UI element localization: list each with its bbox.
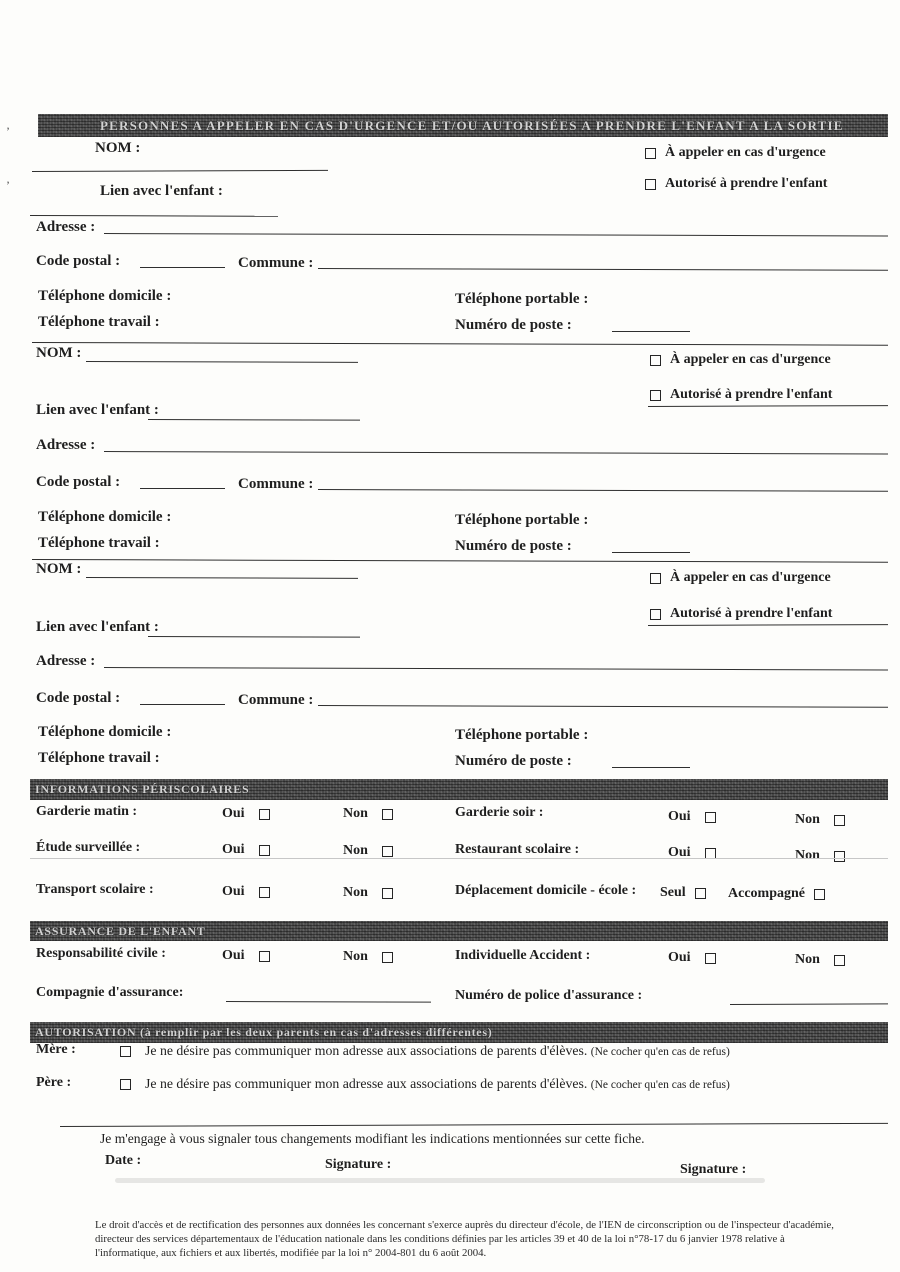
pere-statement — [145, 1076, 730, 1092]
scan-artifact: ’ — [6, 124, 10, 138]
section-header-periscolaire — [30, 779, 888, 800]
resp-civile-oui — [222, 948, 270, 964]
assurance-section-title: ASSURANCE DE L'ENFANT — [35, 923, 206, 938]
oui-label: Oui — [668, 950, 691, 965]
transport-oui — [222, 884, 270, 900]
contact3-commune-field-line[interactable] — [318, 705, 888, 708]
contact2-prendre-label: Autorisé à prendre l'enfant — [670, 387, 833, 402]
contact2-urgence-option — [650, 352, 831, 368]
contact3-nom-label: NOM : — [36, 561, 82, 577]
garderie-soir-label: Garderie soir : — [455, 805, 544, 820]
contact3-urgence-checkbox[interactable] — [650, 573, 661, 584]
contact2-prendre-option — [650, 387, 832, 403]
block-separator-line — [32, 559, 888, 563]
oui-label: Oui — [222, 842, 245, 857]
contact3-urgence-label: À appeler en cas d'urgence — [670, 570, 831, 585]
section-header-autorisation — [30, 1022, 888, 1043]
contact1-prendre-checkbox[interactable] — [645, 179, 656, 190]
oui-label: Oui — [668, 845, 691, 860]
contact3-tel-travail-label: Téléphone travail : — [38, 750, 160, 766]
contact1-lien-field-line[interactable] — [30, 215, 278, 217]
contact3-lien-field-line[interactable] — [148, 636, 360, 638]
indiv-accident-oui-checkbox[interactable] — [705, 953, 716, 964]
contact1-tel-domicile-label: Téléphone domicile : — [38, 288, 172, 304]
mere-statement — [145, 1043, 730, 1059]
mere-statement-text: Je ne désire pas communiquer mon adresse aux associations de parents d'élèves. — [145, 1043, 588, 1058]
contact1-urgence-label: À appeler en cas d'urgence — [665, 145, 826, 160]
garderie-soir-non — [795, 812, 845, 828]
indiv-accident-label: Individuelle Accident : — [455, 948, 591, 963]
deplacement-accompagne-checkbox[interactable] — [814, 889, 825, 900]
transport-non — [343, 885, 393, 901]
mere-statement-note: (Ne cocher qu'en cas de refus) — [590, 1046, 730, 1058]
contact1-nom-label: NOM : — [95, 140, 141, 156]
contact2-code-postal-label: Code postal : — [36, 474, 121, 490]
contact3-num-poste-field-line[interactable] — [612, 767, 690, 768]
garderie-matin-non — [343, 806, 393, 822]
faint-divider-line — [30, 858, 888, 859]
contact2-lien-label: Lien avec l'enfant : — [36, 402, 159, 418]
contact2-nom-field-line[interactable] — [86, 361, 358, 363]
scan-smudge — [115, 1178, 765, 1183]
contact1-adresse-label: Adresse : — [36, 219, 96, 235]
contact3-num-poste-label: Numéro de poste : — [455, 753, 572, 769]
seul-label: Seul — [660, 885, 686, 900]
indiv-accident-oui — [668, 950, 716, 966]
contact1-commune-field-line[interactable] — [318, 268, 888, 271]
contact1-adresse-field-line[interactable] — [104, 233, 888, 236]
oui-label: Oui — [222, 884, 245, 899]
contact2-prendre-checkbox[interactable] — [650, 390, 661, 401]
block-separator-line — [32, 342, 888, 346]
mere-label: Mère : — [36, 1042, 76, 1057]
signature1-label: Signature : — [325, 1157, 392, 1172]
compagnie-field-line[interactable] — [226, 1001, 431, 1003]
contact1-tel-travail-label: Téléphone travail : — [38, 314, 160, 330]
contact3-adresse-label: Adresse : — [36, 653, 96, 669]
etude-oui — [222, 842, 270, 858]
contact3-prendre-option — [650, 606, 832, 622]
etude-oui-checkbox[interactable] — [259, 845, 270, 856]
contact2-commune-field-line[interactable] — [318, 489, 888, 492]
pere-refus-checkbox[interactable] — [120, 1079, 131, 1090]
etude-non — [343, 843, 393, 859]
contact1-prendre-option — [645, 176, 827, 192]
transport-oui-checkbox[interactable] — [259, 887, 270, 898]
garderie-matin-non-checkbox[interactable] — [382, 809, 393, 820]
indiv-accident-non-checkbox[interactable] — [834, 955, 845, 966]
restaurant-non-checkbox[interactable] — [834, 851, 845, 862]
pere-statement-note: (Ne cocher qu'en cas de refus) — [590, 1079, 730, 1091]
deplacement-seul — [660, 885, 706, 901]
section-header-assurance — [30, 921, 888, 941]
contact2-lien-field-line[interactable] — [148, 419, 360, 421]
signature2-label: Signature : — [680, 1162, 747, 1177]
contact3-nom-field-line[interactable] — [86, 577, 358, 579]
contact2-nom-label: NOM : — [36, 345, 82, 361]
resp-civile-oui-checkbox[interactable] — [259, 951, 270, 962]
transport-scolaire-label: Transport scolaire : — [36, 882, 154, 897]
contact3-lien-label: Lien avec l'enfant : — [36, 619, 159, 635]
contact2-num-poste-field-line[interactable] — [612, 552, 690, 553]
contact2-adresse-label: Adresse : — [36, 437, 96, 453]
footer-legal-text: Le droit d'accès et de rectification des personnes aux données les concernant s'exerce auprès du directeur d'école, de l'IEN de circonscription ou de l'inspecteur d'académie, directeur des services départementaux de l'éducation nationale dans les conditions définies par les articles 39 et 40 de la loi n°78-17 du 6 janvier 1978 relative à l'informatique, aux fichiers et aux libertés, modifiée par la loi n° 2004-801 du 6 août 2004. — [95, 1219, 834, 1259]
contact1-urgence-option — [645, 145, 826, 161]
date-label: Date : — [105, 1153, 142, 1168]
contact2-commune-label: Commune : — [238, 476, 314, 492]
contact1-lien-label: Lien avec l'enfant : — [100, 183, 223, 199]
contact2-tel-portable-label: Téléphone portable : — [455, 512, 589, 528]
non-label: Non — [343, 843, 368, 858]
restaurant-scolaire-label: Restaurant scolaire : — [455, 842, 580, 857]
contact3-adresse-field-line[interactable] — [104, 667, 888, 670]
contact2-code-postal-field-line[interactable] — [140, 488, 225, 489]
resp-civile-label: Responsabilité civile : — [36, 946, 166, 961]
contact1-num-poste-field-line[interactable] — [612, 331, 690, 332]
contact2-num-poste-label: Numéro de poste : — [455, 538, 572, 554]
oui-label: Oui — [222, 948, 245, 963]
contact3-prendre-label: Autorisé à prendre l'enfant — [670, 606, 833, 621]
contact3-code-postal-label: Code postal : — [36, 690, 121, 706]
garderie-soir-non-checkbox[interactable] — [834, 815, 845, 826]
contact3-tel-domicile-label: Téléphone domicile : — [38, 724, 172, 740]
contact2-right-line — [648, 405, 888, 407]
indiv-accident-non — [795, 952, 845, 968]
garderie-matin-oui-checkbox[interactable] — [259, 809, 270, 820]
oui-label: Oui — [222, 806, 245, 821]
scan-artifact: ’ — [6, 178, 10, 192]
non-label: Non — [795, 848, 820, 863]
numero-police-label: Numéro de police d'assurance : — [455, 988, 643, 1003]
garderie-matin-oui — [222, 806, 270, 822]
non-label: Non — [343, 885, 368, 900]
contact3-prendre-checkbox[interactable] — [650, 609, 661, 620]
non-label: Non — [343, 806, 368, 821]
non-label: Non — [795, 952, 820, 967]
restaurant-oui-checkbox[interactable] — [705, 848, 716, 859]
pere-statement-text: Je ne désire pas communiquer mon adresse aux associations de parents d'élèves. — [145, 1076, 588, 1091]
etude-surveillee-label: Étude surveillée : — [36, 840, 141, 855]
contact1-num-poste-label: Numéro de poste : — [455, 317, 572, 333]
contact3-right-line — [648, 624, 888, 626]
deplacement-accompagne — [728, 886, 825, 902]
contact1-commune-label: Commune : — [238, 255, 314, 271]
contact3-commune-label: Commune : — [238, 692, 314, 708]
contact1-code-postal-field-line[interactable] — [140, 267, 225, 268]
oui-label: Oui — [668, 809, 691, 824]
contact1-tel-portable-label: Téléphone portable : — [455, 291, 589, 307]
numero-police-field-line[interactable] — [730, 1003, 888, 1005]
contact2-urgence-label: À appeler en cas d'urgence — [670, 352, 831, 367]
contact1-nom-field-line[interactable] — [32, 170, 328, 172]
garderie-soir-oui-checkbox[interactable] — [705, 812, 716, 823]
contact3-tel-portable-label: Téléphone portable : — [455, 727, 589, 743]
contact1-urgence-checkbox[interactable] — [645, 148, 656, 159]
contacts-section-title: PERSONNES A APPELER EN CAS D'URGENCE ET/OU AUTORISÉES A PRENDRE L'ENFANT A LA SORTIE — [100, 117, 844, 133]
resp-civile-non-checkbox[interactable] — [382, 952, 393, 963]
transport-non-checkbox[interactable] — [382, 888, 393, 899]
contact2-urgence-checkbox[interactable] — [650, 355, 661, 366]
engagement-top-line — [60, 1123, 888, 1127]
engagement-sentence: Je m'engage à vous signaler tous changements modifiant les indications mentionnées sur cette fiche. — [100, 1131, 645, 1146]
contact3-urgence-option — [650, 570, 831, 586]
contact3-code-postal-field-line[interactable] — [140, 704, 225, 705]
restaurant-non — [795, 848, 845, 864]
compagnie-label: Compagnie d'assurance: — [36, 985, 184, 1000]
deplacement-label: Déplacement domicile - école : — [455, 883, 637, 898]
non-label: Non — [795, 812, 820, 827]
mere-refus-checkbox[interactable] — [120, 1046, 131, 1057]
contact2-tel-travail-label: Téléphone travail : — [38, 535, 160, 551]
contact1-code-postal-label: Code postal : — [36, 253, 121, 269]
accompagne-label: Accompagné — [728, 886, 805, 901]
contact1-prendre-label: Autorisé à prendre l'enfant — [665, 176, 828, 191]
section-header-contacts — [38, 114, 888, 137]
contact2-tel-domicile-label: Téléphone domicile : — [38, 509, 172, 525]
deplacement-seul-checkbox[interactable] — [695, 888, 706, 899]
etude-non-checkbox[interactable] — [382, 846, 393, 857]
pere-label: Père : — [36, 1075, 72, 1090]
garderie-soir-oui — [668, 809, 716, 825]
contact2-adresse-field-line[interactable] — [104, 451, 888, 454]
periscolaire-section-title: INFORMATIONS PÉRISCOLAIRES — [35, 782, 250, 796]
non-label: Non — [343, 949, 368, 964]
garderie-matin-label: Garderie matin : — [36, 804, 138, 819]
resp-civile-non — [343, 949, 393, 965]
autorisation-section-title: AUTORISATION (à remplir par les deux parents en cas d'adresses différentes) — [35, 1025, 493, 1039]
